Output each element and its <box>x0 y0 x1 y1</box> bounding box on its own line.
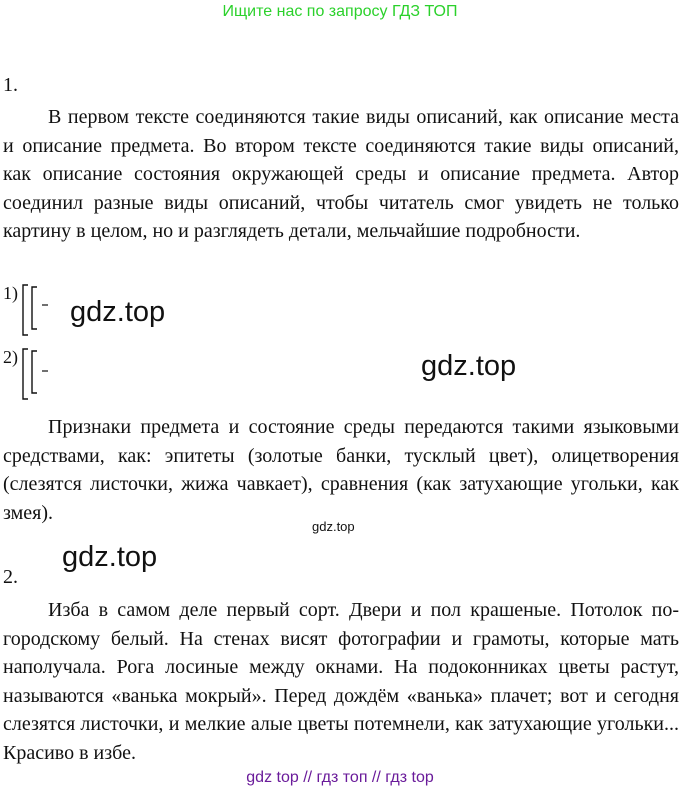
scheme-1-bracket-diagram <box>22 283 52 337</box>
task-2-paragraph: Изба в самом деле первый сорт. Двери и пол крашеные. Потолок по-городскому белый. На стенах висят фотографии и грамоты, которые мать наполучала. Рога лосиные между окнами. На подоконниках цветы растут, называются «ванька мокрый». Перед дождём «ванька» плачет; вот и сегодня слезятся листочки, и мелкие алые цветы потемнели, как затухающие угольки... Красиво в избе. <box>3 599 679 764</box>
scheme-2-bracket-diagram <box>22 347 52 401</box>
watermark-gdz-top: gdz.top <box>62 541 158 573</box>
watermark-gdz-top: gdz.top <box>421 350 517 382</box>
watermark-gdz-top: gdz.top <box>70 296 166 328</box>
task-1-paragraph-2: Признаки предмета и состояние среды передаются такими языковыми средствами, как: эпитеты (золотые банки, тусклый цвет), олицетворения (слезятся листочки, жижа чавкает), сравнения (как затухающие угольки, как змея). <box>3 416 679 524</box>
scheme-2-label: 2) <box>3 347 18 367</box>
scheme-1-label: 1) <box>3 283 18 303</box>
footer-links: gdz top // гдз топ // гдз top <box>246 769 434 786</box>
top-banner: Ищите нас по запросу ГДЗ ТОП <box>222 3 458 20</box>
task-2-number: 2. <box>3 566 18 588</box>
watermark-gdz-top-small: gdz.top <box>312 519 355 534</box>
task-1-paragraph-1: В первом тексте соединяются такие виды описаний, как описание места и описание предмета. Во втором тексте соединяются такие виды описаний, как описание состояния окружающей среды и описание предмета. Автор соединил разные виды описаний, чтобы читатель смог увидеть не только картину в целом, но и разглядеть детали, мельчайшие подробности. <box>3 106 679 242</box>
task-1-number: 1. <box>3 74 18 96</box>
